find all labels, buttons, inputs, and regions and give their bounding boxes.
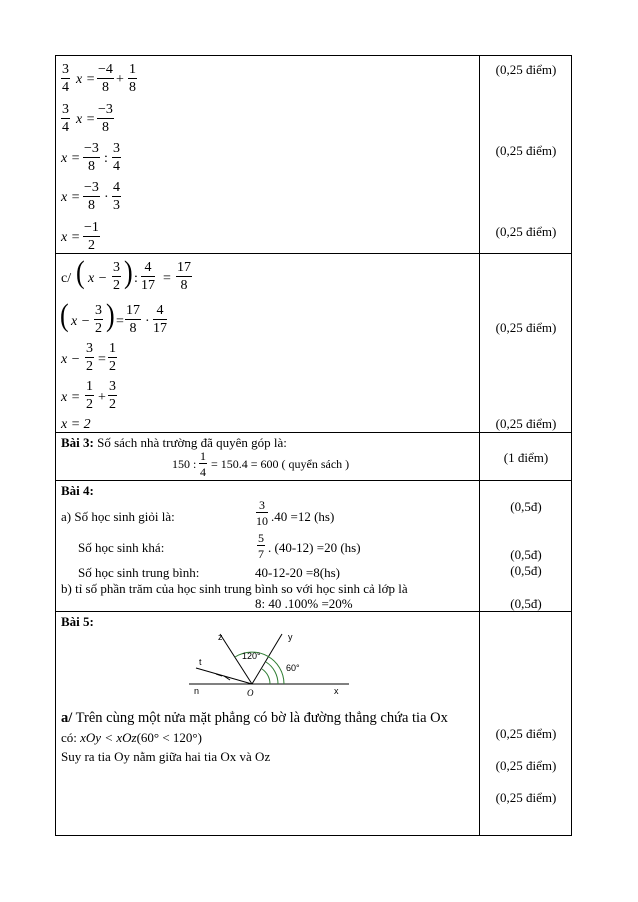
points-label: (0,25 điểm): [495, 62, 557, 77]
equation-text: x =: [61, 230, 81, 245]
equation-text: x =: [76, 112, 96, 127]
bai4-b-calc: 8: 40 .100% =20%: [255, 596, 353, 611]
equation-text: x =: [61, 390, 81, 405]
equation-text: +: [116, 72, 124, 87]
fraction: $\frac{17}{8}$: [177, 260, 191, 293]
row-divider-1: [55, 253, 572, 254]
bai4-kha-calc: . (40-12) =20 (hs): [268, 540, 361, 555]
label-120: 120°: [242, 651, 261, 661]
bai5-heading: Bài 5:: [61, 614, 94, 629]
fraction: $\frac{3}{4}$: [62, 102, 69, 135]
row-divider-3: [55, 480, 572, 481]
label-n: n: [194, 686, 200, 696]
points-label: (0,25 điểm): [495, 758, 557, 773]
bai4-tb-label: Số học sinh trung bình:: [78, 565, 200, 580]
points-label: (0,5đ): [510, 499, 542, 514]
equation-text: x =: [76, 72, 96, 87]
points-label: (0,5đ): [510, 596, 542, 611]
label-60: 60°: [286, 663, 300, 673]
label-z: z: [218, 632, 223, 642]
fraction: $\frac{3}{2}$: [113, 260, 120, 293]
points-label: (0,25 điểm): [495, 726, 557, 741]
label-x: x: [334, 686, 339, 696]
fraction: $\frac{1}{2}$: [86, 379, 93, 412]
fraction: $\frac{5}{7}$: [258, 531, 264, 561]
bai4-tb-calc: 40-12-20 =8(hs): [255, 565, 340, 580]
fraction: $\frac{-3}{8}$: [84, 180, 99, 213]
equation-text: x −: [88, 271, 108, 286]
fraction: $\frac{3}{4}$: [113, 141, 120, 174]
points-label: (0,5đ): [510, 563, 542, 578]
bai3-heading: Bài 3: Số sách nhà trường đã quyên góp là:: [61, 435, 287, 450]
equation-text: =: [163, 271, 171, 286]
row-divider-2: [55, 432, 572, 433]
paren: ): [124, 255, 133, 290]
points-label: (0,25 điểm): [495, 790, 557, 805]
fraction: $\frac{1}{2}$: [109, 341, 116, 374]
fraction: $\frac{-3}{8}$: [98, 102, 113, 135]
fraction: $\frac{3}{10}$: [256, 498, 268, 528]
equation-text: x =: [61, 190, 81, 205]
equation-text: x −: [61, 352, 81, 367]
fraction: $\frac{-4}{8}$: [98, 62, 113, 95]
equation-text: x = 2: [61, 417, 91, 432]
angle-figure: [184, 618, 354, 698]
fraction: $\frac{4}{3}$: [113, 180, 120, 213]
paren: ): [106, 298, 115, 333]
fraction: $\frac{17}{8}$: [126, 303, 140, 336]
label-y: y: [288, 632, 293, 642]
fraction: $\frac{1}{8}$: [129, 62, 136, 95]
fraction: $\frac{-3}{8}$: [84, 141, 99, 174]
bai4-b-label: b) tỉ số phần trăm của học sinh trung bình so với học sinh cả lớp là: [61, 581, 408, 596]
label-t: t: [199, 657, 202, 667]
points-label: (0,25 điểm): [495, 416, 557, 431]
fraction: $\frac{4}{17}$: [153, 303, 167, 336]
label-o: O: [247, 688, 254, 698]
points-label: (0,25 điểm): [495, 143, 557, 158]
bai5-co: có: xOy < xOz(60° < 120°): [61, 730, 202, 745]
equation-text: ·: [145, 314, 150, 329]
bai4-heading: Bài 4:: [61, 483, 94, 498]
equation-text: :: [134, 271, 138, 286]
bai4-kha-label: Số học sinh khá:: [78, 540, 165, 555]
fraction: $\frac{4}{17}$: [141, 260, 155, 293]
paren: (: [60, 298, 69, 333]
fraction: $\frac{3}{2}$: [86, 341, 93, 374]
points-label: (0,5đ): [510, 547, 542, 562]
points-label: (0,25 điểm): [495, 224, 557, 239]
fraction: $\frac{-1}{2}$: [84, 220, 99, 253]
equation-text: =: [116, 314, 124, 329]
fraction: $\frac{1}{4}$: [200, 449, 206, 479]
column-divider: [479, 55, 480, 836]
bai5-a-text: a/ Trên cùng một nửa mặt phẳng có bờ là đường thẳng chứa tia Ox: [61, 710, 448, 726]
bai3-calc: 150 :: [172, 457, 197, 471]
fraction: $\frac{3}{2}$: [109, 379, 116, 412]
equation-text: :: [104, 151, 108, 166]
bai4-a-calc: .40 =12 (hs): [271, 509, 335, 524]
points-label: (1 điểm): [503, 450, 549, 465]
section-label: c/: [61, 271, 72, 286]
fraction: $\frac{3}{4}$: [62, 62, 69, 95]
equation-text: x =: [61, 151, 81, 166]
equation-text: +: [98, 390, 106, 405]
bai4-a-label: a) Số học sinh giỏi là:: [61, 509, 175, 524]
equation-text: x −: [71, 314, 91, 329]
bai3-calc: = 150.4 = 600 ( quyển sách ): [211, 457, 350, 471]
bai5-suy-ra: Suy ra tia Oy nằm giữa hai tia Ox và Oz: [61, 749, 271, 764]
paren: (: [76, 255, 85, 290]
equation-text: ·: [104, 190, 109, 205]
equation-text: =: [98, 352, 106, 367]
points-label: (0,25 điểm): [495, 320, 557, 335]
fraction: $\frac{3}{2}$: [95, 303, 102, 336]
